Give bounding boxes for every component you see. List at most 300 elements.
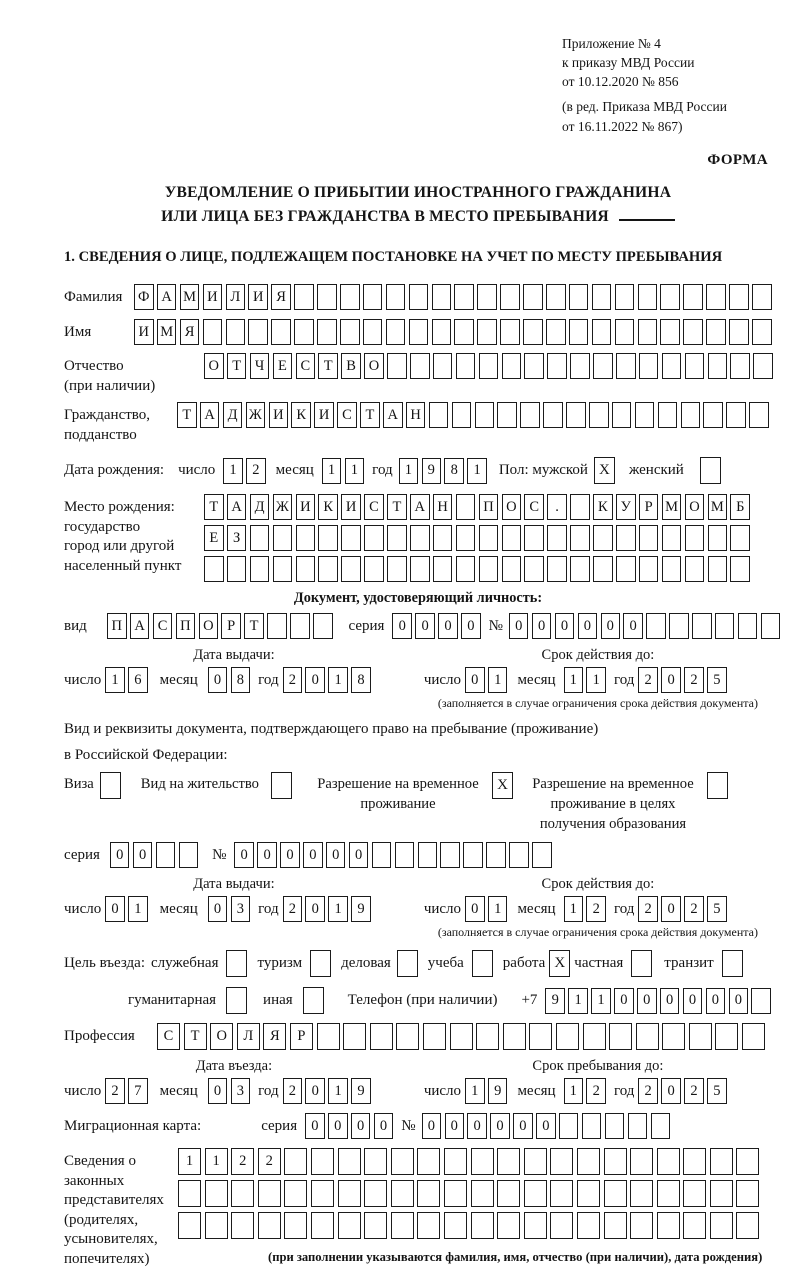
form-cell[interactable]: 0 [683, 988, 703, 1014]
form-cell[interactable]: 0 [133, 842, 153, 868]
form-cell[interactable] [592, 319, 612, 345]
form-cell[interactable]: В [341, 353, 361, 379]
form-cell[interactable] [683, 319, 703, 345]
valid-year-field[interactable] [638, 667, 726, 693]
form-cell[interactable]: И [203, 284, 223, 310]
form-cell[interactable] [318, 525, 338, 551]
form-cell[interactable] [730, 556, 750, 582]
form-cell[interactable]: 0 [328, 1113, 348, 1139]
form-cell[interactable] [341, 556, 361, 582]
form-cell[interactable] [726, 402, 746, 428]
birthplace-field-row1[interactable] [204, 494, 750, 520]
form-cell[interactable]: 0 [637, 988, 657, 1014]
form-cell[interactable] [685, 556, 705, 582]
form-cell[interactable] [546, 319, 566, 345]
form-cell[interactable] [593, 556, 613, 582]
form-cell[interactable]: И [341, 494, 361, 520]
form-cell[interactable] [593, 525, 613, 551]
phone-field[interactable] [545, 988, 771, 1014]
form-cell[interactable] [343, 1023, 366, 1050]
form-cell[interactable]: 2 [638, 896, 658, 922]
form-cell[interactable] [479, 353, 499, 379]
form-cell[interactable] [630, 1148, 653, 1175]
form-cell[interactable]: У [616, 494, 636, 520]
form-cell[interactable] [463, 842, 483, 868]
form-cell[interactable]: С [153, 613, 173, 639]
form-cell[interactable] [317, 1023, 340, 1050]
form-cell[interactable]: Я [271, 284, 291, 310]
form-cell[interactable] [612, 402, 632, 428]
form-cell[interactable] [391, 1212, 414, 1239]
form-cell[interactable]: 0 [392, 613, 412, 639]
form-cell[interactable] [444, 1212, 467, 1239]
form-cell[interactable]: И [314, 402, 334, 428]
form-cell[interactable] [500, 284, 520, 310]
form-cell[interactable] [729, 319, 749, 345]
purpose-tourism-checkbox[interactable] [310, 950, 331, 977]
form-cell[interactable] [582, 1113, 602, 1139]
form-cell[interactable]: Р [221, 613, 241, 639]
form-cell[interactable] [681, 402, 701, 428]
form-cell[interactable]: Н [406, 402, 426, 428]
doc-series-field[interactable] [392, 613, 480, 639]
form-cell[interactable] [471, 1180, 494, 1207]
residence-number-field[interactable] [234, 842, 551, 868]
form-cell[interactable]: 9 [545, 988, 565, 1014]
form-cell[interactable] [569, 319, 589, 345]
form-cell[interactable] [497, 1212, 520, 1239]
form-cell[interactable]: П [107, 613, 127, 639]
form-cell[interactable] [340, 284, 360, 310]
form-cell[interactable] [729, 284, 749, 310]
form-cell[interactable] [509, 842, 529, 868]
form-cell[interactable] [570, 353, 590, 379]
form-cell[interactable] [736, 1212, 759, 1239]
form-cell[interactable] [433, 556, 453, 582]
form-cell[interactable] [387, 353, 407, 379]
form-cell[interactable] [524, 1212, 547, 1239]
form-cell[interactable] [396, 1023, 419, 1050]
form-cell[interactable] [391, 1180, 414, 1207]
form-cell[interactable]: 5 [707, 896, 727, 922]
form-cell[interactable]: 0 [445, 1113, 465, 1139]
purpose-humanitarian-checkbox[interactable] [226, 987, 247, 1014]
form-cell[interactable] [203, 319, 223, 345]
form-cell[interactable] [273, 525, 293, 551]
migration-number-field[interactable] [422, 1113, 670, 1139]
form-cell[interactable]: 0 [660, 988, 680, 1014]
form-cell[interactable] [284, 1212, 307, 1239]
form-cell[interactable] [432, 319, 452, 345]
form-cell[interactable] [410, 353, 430, 379]
form-cell[interactable] [475, 402, 495, 428]
option-temp-residence[interactable] [312, 772, 513, 814]
form-cell[interactable] [604, 1212, 627, 1239]
form-cell[interactable]: 0 [513, 1113, 533, 1139]
residence-valid-year-field[interactable] [638, 896, 726, 922]
form-cell[interactable]: З [227, 525, 247, 551]
form-cell[interactable] [752, 284, 772, 310]
form-cell[interactable] [730, 525, 750, 551]
purpose-business-checkbox[interactable] [226, 950, 247, 977]
surname-field[interactable] [134, 284, 772, 310]
profession-field[interactable] [157, 1023, 765, 1050]
form-cell[interactable]: 8 [231, 667, 251, 693]
form-cell[interactable] [456, 353, 476, 379]
form-cell[interactable] [296, 556, 316, 582]
form-cell[interactable] [736, 1180, 759, 1207]
form-cell[interactable]: А [410, 494, 430, 520]
form-cell[interactable] [715, 1023, 738, 1050]
form-cell[interactable]: 1 [488, 667, 508, 693]
form-cell[interactable] [577, 1148, 600, 1175]
form-cell[interactable] [662, 353, 682, 379]
legal-reps-field-row2[interactable] [178, 1180, 762, 1207]
form-cell[interactable] [730, 353, 750, 379]
form-cell[interactable]: И [269, 402, 289, 428]
given-name-field[interactable] [134, 319, 772, 345]
form-cell[interactable]: 0 [555, 613, 575, 639]
option-temp-residence-education[interactable] [527, 772, 728, 834]
form-cell[interactable]: К [291, 402, 311, 428]
form-cell[interactable] [317, 319, 337, 345]
form-cell[interactable] [660, 319, 680, 345]
form-cell[interactable] [689, 1023, 712, 1050]
form-cell[interactable] [639, 353, 659, 379]
form-cell[interactable] [615, 284, 635, 310]
form-cell[interactable] [284, 1180, 307, 1207]
form-cell[interactable] [639, 556, 659, 582]
form-cell[interactable]: 9 [351, 896, 371, 922]
form-cell[interactable] [273, 556, 293, 582]
residence-series-field[interactable] [110, 842, 198, 868]
form-cell[interactable]: Т [177, 402, 197, 428]
form-cell[interactable]: Ф [134, 284, 154, 310]
form-cell[interactable] [417, 1180, 440, 1207]
form-cell[interactable] [639, 525, 659, 551]
form-cell[interactable]: 2 [283, 667, 303, 693]
form-cell[interactable] [646, 613, 666, 639]
form-cell[interactable]: О [502, 494, 522, 520]
form-cell[interactable] [318, 556, 338, 582]
form-cell[interactable]: 1 [328, 667, 348, 693]
birth-month-field[interactable] [322, 458, 364, 484]
form-cell[interactable] [338, 1212, 361, 1239]
form-cell[interactable] [636, 1023, 659, 1050]
form-cell[interactable]: Т [184, 1023, 207, 1050]
form-cell[interactable] [524, 525, 544, 551]
form-cell[interactable] [231, 1212, 254, 1239]
residence-issue-month-field[interactable] [208, 896, 250, 922]
form-cell[interactable]: 9 [488, 1078, 508, 1104]
form-cell[interactable] [570, 494, 590, 520]
male-checkbox[interactable]: X [594, 457, 615, 484]
form-cell[interactable] [258, 1212, 281, 1239]
form-cell[interactable] [179, 842, 199, 868]
form-cell[interactable] [294, 319, 314, 345]
form-cell[interactable] [550, 1180, 573, 1207]
form-cell[interactable]: М [662, 494, 682, 520]
form-cell[interactable] [250, 556, 270, 582]
form-cell[interactable]: Ж [246, 402, 266, 428]
form-cell[interactable] [444, 1148, 467, 1175]
female-checkbox[interactable] [700, 457, 721, 484]
form-cell[interactable] [417, 1212, 440, 1239]
form-cell[interactable]: 1 [467, 458, 487, 484]
form-cell[interactable] [710, 1148, 733, 1175]
form-cell[interactable] [340, 319, 360, 345]
form-cell[interactable] [294, 284, 314, 310]
form-cell[interactable] [497, 1148, 520, 1175]
form-cell[interactable] [450, 1023, 473, 1050]
form-cell[interactable]: Л [237, 1023, 260, 1050]
form-cell[interactable] [703, 402, 723, 428]
form-cell[interactable]: А [383, 402, 403, 428]
form-cell[interactable] [546, 284, 566, 310]
form-cell[interactable] [456, 525, 476, 551]
form-cell[interactable]: 0 [467, 1113, 487, 1139]
form-cell[interactable]: 3 [231, 1078, 251, 1104]
form-cell[interactable]: 1 [399, 458, 419, 484]
form-cell[interactable] [583, 1023, 606, 1050]
form-cell[interactable]: П [176, 613, 196, 639]
form-cell[interactable] [605, 1113, 625, 1139]
form-cell[interactable] [341, 525, 361, 551]
form-cell[interactable] [497, 1180, 520, 1207]
issue-year-field[interactable] [283, 667, 371, 693]
form-cell[interactable] [742, 1023, 765, 1050]
form-cell[interactable] [524, 556, 544, 582]
form-cell[interactable]: Я [263, 1023, 286, 1050]
form-cell[interactable]: 0 [661, 896, 681, 922]
form-cell[interactable] [477, 319, 497, 345]
form-cell[interactable]: 0 [706, 988, 726, 1014]
form-cell[interactable] [409, 284, 429, 310]
form-cell[interactable] [706, 284, 726, 310]
birth-day-field[interactable] [223, 458, 265, 484]
form-cell[interactable]: 0 [578, 613, 598, 639]
form-cell[interactable] [311, 1180, 334, 1207]
form-cell[interactable] [454, 319, 474, 345]
form-cell[interactable]: 2 [638, 667, 658, 693]
form-cell[interactable]: 1 [328, 896, 348, 922]
entry-day-field[interactable] [105, 1078, 147, 1104]
form-cell[interactable] [523, 319, 543, 345]
form-cell[interactable]: 0 [465, 667, 485, 693]
form-cell[interactable]: 2 [105, 1078, 125, 1104]
form-cell[interactable] [752, 319, 772, 345]
form-cell[interactable]: 2 [231, 1148, 254, 1175]
form-cell[interactable]: 2 [586, 896, 606, 922]
form-cell[interactable]: 0 [110, 842, 130, 868]
option-visa[interactable] [64, 772, 121, 799]
form-cell[interactable] [418, 842, 438, 868]
form-cell[interactable] [710, 1180, 733, 1207]
form-cell[interactable]: 0 [601, 613, 621, 639]
issue-month-field[interactable] [208, 667, 250, 693]
form-cell[interactable] [630, 1212, 653, 1239]
legal-reps-field-row3[interactable] [178, 1212, 762, 1239]
form-cell[interactable] [559, 1113, 579, 1139]
form-cell[interactable]: И [134, 319, 154, 345]
form-cell[interactable]: 0 [326, 842, 346, 868]
form-cell[interactable]: Л [226, 284, 246, 310]
form-cell[interactable] [429, 402, 449, 428]
form-cell[interactable] [657, 1180, 680, 1207]
form-cell[interactable]: М [180, 284, 200, 310]
form-cell[interactable]: Р [290, 1023, 313, 1050]
form-cell[interactable]: П [479, 494, 499, 520]
form-cell[interactable]: 0 [349, 842, 369, 868]
visa-checkbox[interactable] [100, 772, 121, 799]
form-cell[interactable]: 9 [351, 1078, 371, 1104]
migration-series-field[interactable] [305, 1113, 393, 1139]
form-cell[interactable] [204, 556, 224, 582]
form-cell[interactable] [364, 1212, 387, 1239]
form-cell[interactable] [440, 842, 460, 868]
form-cell[interactable] [497, 402, 517, 428]
form-cell[interactable] [338, 1148, 361, 1175]
form-cell[interactable]: 1 [488, 896, 508, 922]
form-cell[interactable] [479, 525, 499, 551]
form-cell[interactable]: Е [273, 353, 293, 379]
form-cell[interactable] [577, 1180, 600, 1207]
form-cell[interactable] [604, 1180, 627, 1207]
form-cell[interactable] [524, 1180, 547, 1207]
form-cell[interactable] [708, 353, 728, 379]
form-cell[interactable]: Т [204, 494, 224, 520]
form-cell[interactable] [753, 353, 773, 379]
form-cell[interactable] [364, 1148, 387, 1175]
form-cell[interactable] [683, 284, 703, 310]
form-cell[interactable]: О [364, 353, 384, 379]
form-cell[interactable] [570, 525, 590, 551]
form-cell[interactable] [311, 1212, 334, 1239]
form-cell[interactable] [616, 353, 636, 379]
form-cell[interactable]: О [199, 613, 219, 639]
form-cell[interactable]: 1 [178, 1148, 201, 1175]
form-cell[interactable] [503, 1023, 526, 1050]
form-cell[interactable] [630, 1180, 653, 1207]
form-cell[interactable]: С [524, 494, 544, 520]
doc-type-field[interactable] [107, 613, 333, 639]
form-cell[interactable] [364, 525, 384, 551]
patronymic-field[interactable] [204, 353, 773, 379]
form-cell[interactable] [502, 556, 522, 582]
stay-month-field[interactable] [564, 1078, 606, 1104]
form-cell[interactable]: Т [244, 613, 264, 639]
form-cell[interactable]: 0 [305, 667, 325, 693]
form-cell[interactable] [395, 842, 415, 868]
birthplace-field-row2[interactable] [204, 525, 750, 551]
form-cell[interactable] [660, 284, 680, 310]
form-cell[interactable] [736, 1148, 759, 1175]
form-cell[interactable] [311, 1148, 334, 1175]
form-cell[interactable]: О [210, 1023, 233, 1050]
form-cell[interactable]: Ж [273, 494, 293, 520]
form-cell[interactable] [685, 525, 705, 551]
form-cell[interactable]: Ч [250, 353, 270, 379]
form-cell[interactable]: 0 [490, 1113, 510, 1139]
stay-day-field[interactable] [465, 1078, 507, 1104]
temp-residence-checkbox[interactable]: X [492, 772, 513, 799]
form-cell[interactable]: 1 [564, 1078, 584, 1104]
form-cell[interactable] [683, 1212, 706, 1239]
form-cell[interactable] [267, 613, 287, 639]
form-cell[interactable]: . [547, 494, 567, 520]
form-cell[interactable] [502, 525, 522, 551]
form-cell[interactable]: 0 [661, 667, 681, 693]
form-cell[interactable] [520, 402, 540, 428]
residence-valid-month-field[interactable] [564, 896, 606, 922]
form-cell[interactable]: 7 [128, 1078, 148, 1104]
form-cell[interactable] [524, 1148, 547, 1175]
form-cell[interactable] [592, 284, 612, 310]
doc-number-field[interactable] [509, 613, 780, 639]
form-cell[interactable] [589, 402, 609, 428]
form-cell[interactable]: 0 [208, 896, 228, 922]
form-cell[interactable] [258, 1180, 281, 1207]
form-cell[interactable] [156, 842, 176, 868]
form-cell[interactable]: 8 [351, 667, 371, 693]
form-cell[interactable] [566, 402, 586, 428]
form-cell[interactable]: 2 [684, 896, 704, 922]
form-cell[interactable]: 1 [105, 667, 125, 693]
form-cell[interactable]: 0 [465, 896, 485, 922]
form-cell[interactable] [569, 284, 589, 310]
form-cell[interactable]: 1 [322, 458, 342, 484]
form-cell[interactable] [476, 1023, 499, 1050]
form-cell[interactable] [635, 402, 655, 428]
form-cell[interactable] [387, 525, 407, 551]
entry-month-field[interactable] [208, 1078, 250, 1104]
form-cell[interactable]: 0 [509, 613, 529, 639]
form-cell[interactable]: 2 [283, 1078, 303, 1104]
form-cell[interactable]: 1 [591, 988, 611, 1014]
form-cell[interactable] [524, 353, 544, 379]
form-cell[interactable] [706, 319, 726, 345]
form-cell[interactable]: 0 [422, 1113, 442, 1139]
stay-year-field[interactable] [638, 1078, 726, 1104]
form-cell[interactable] [708, 525, 728, 551]
form-cell[interactable] [313, 613, 333, 639]
purpose-study-checkbox[interactable] [472, 950, 493, 977]
form-cell[interactable]: А [157, 284, 177, 310]
form-cell[interactable] [370, 1023, 393, 1050]
form-cell[interactable]: Б [730, 494, 750, 520]
form-cell[interactable] [715, 613, 735, 639]
form-cell[interactable] [296, 525, 316, 551]
form-cell[interactable]: 1 [586, 667, 606, 693]
form-cell[interactable] [227, 556, 247, 582]
form-cell[interactable]: 0 [208, 1078, 228, 1104]
form-cell[interactable]: 0 [234, 842, 254, 868]
form-cell[interactable] [454, 284, 474, 310]
form-cell[interactable] [456, 556, 476, 582]
residence-valid-day-field[interactable] [465, 896, 507, 922]
form-cell[interactable] [456, 494, 476, 520]
purpose-work-checkbox[interactable]: X [549, 950, 570, 977]
form-cell[interactable] [570, 556, 590, 582]
form-cell[interactable] [477, 284, 497, 310]
form-cell[interactable] [710, 1212, 733, 1239]
form-cell[interactable] [657, 1212, 680, 1239]
form-cell[interactable] [628, 1113, 648, 1139]
form-cell[interactable] [500, 319, 520, 345]
form-cell[interactable] [271, 319, 291, 345]
form-cell[interactable] [317, 284, 337, 310]
form-cell[interactable] [550, 1148, 573, 1175]
